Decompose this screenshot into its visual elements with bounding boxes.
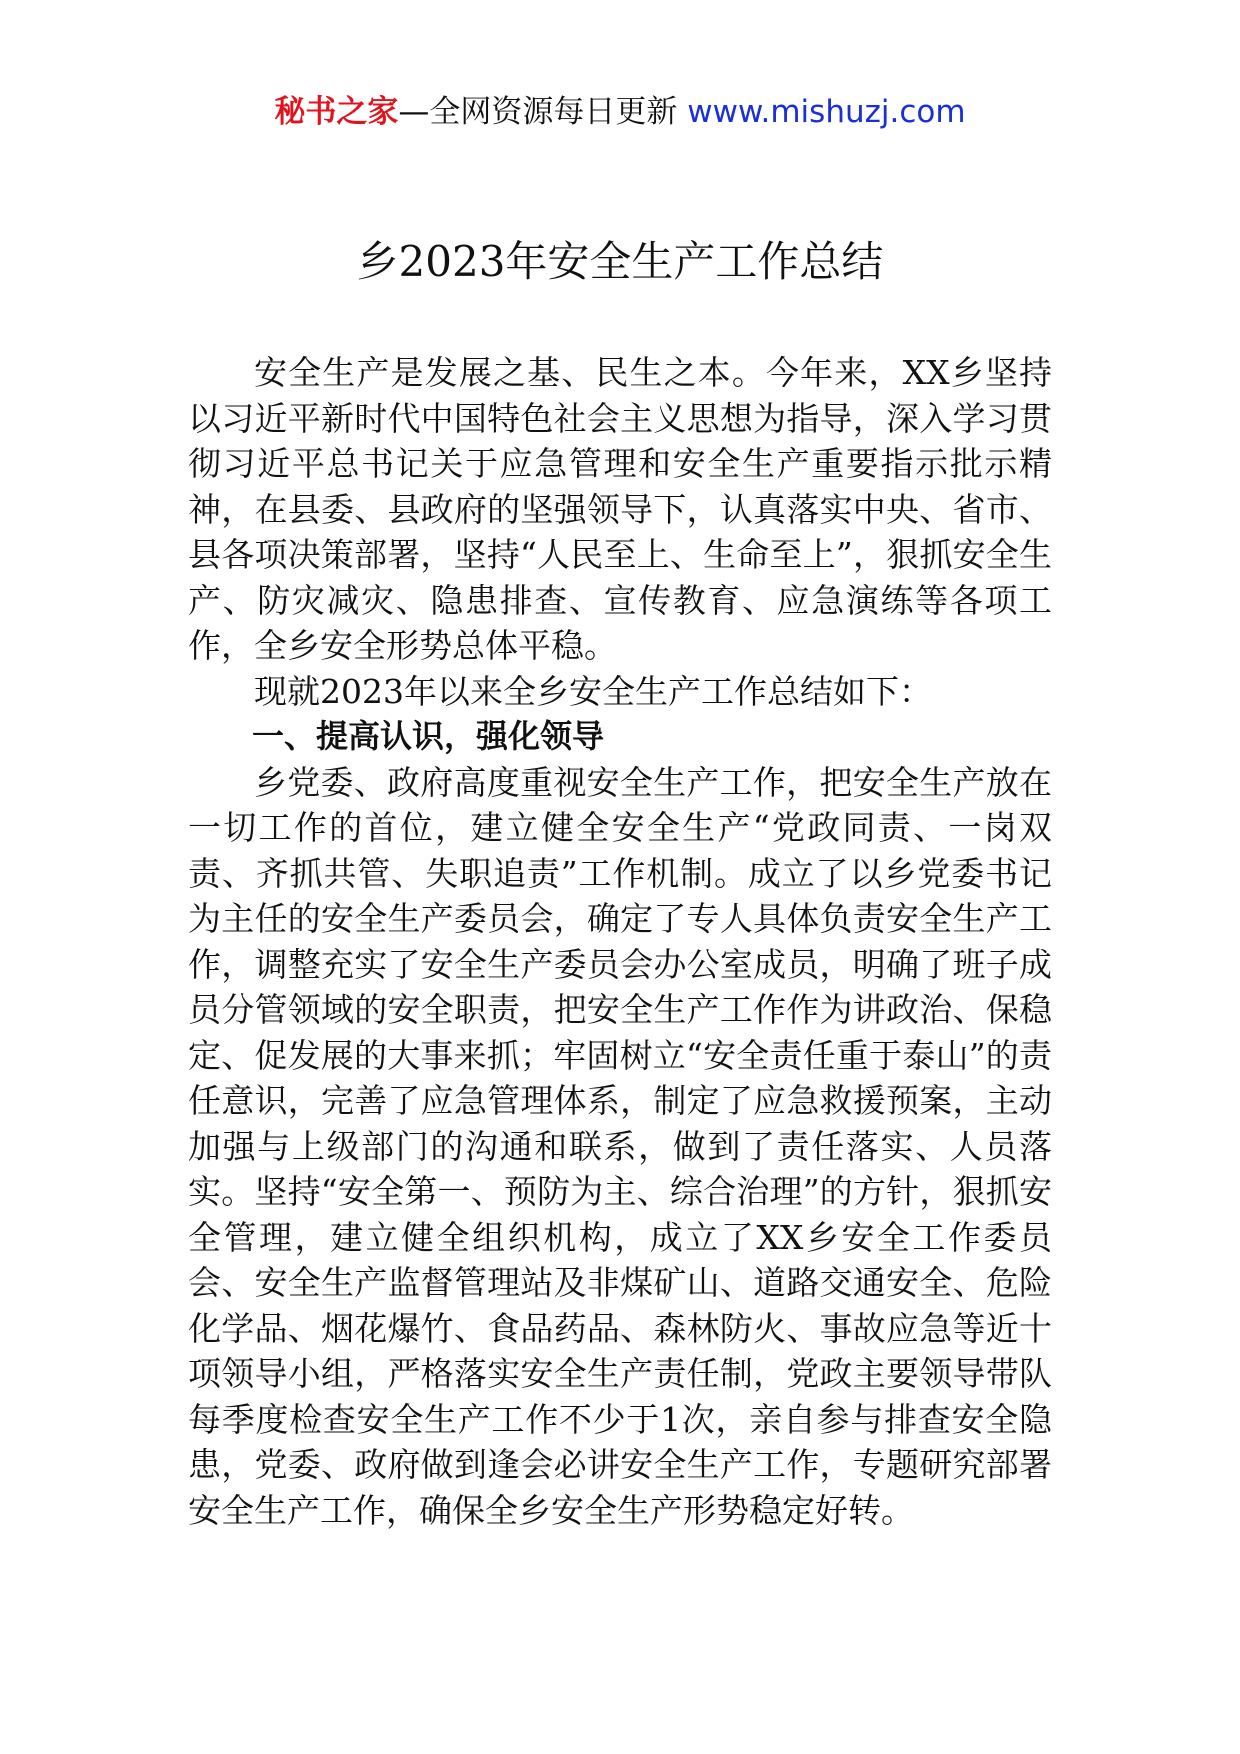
document-body	[188, 350, 1052, 1533]
intro-paragraph: 安全生产是发展之基、民生之本。今年来，XX乡坚持以习近平新时代中国特色社会主义思想为指导，深入学习贯彻习近平总书记关于应急管理和安全生产重要指示批示精神，在县委、县政府的坚强领导下，认真落实中央、省市、县各项决策部署，坚持“人民至上、生命至上”，狠抓安全生产、防灾减灾、隐患排查、宣传教育、应急演练等各项工作，全乡安全形势总体平稳。	[188, 353, 1052, 665]
section-heading: 一、提高认识，强化领导	[252, 717, 605, 755]
site-header	[0, 92, 1240, 132]
summary-lead-paragraph: 现就2023年以来全乡安全生产工作总结如下：	[254, 671, 932, 711]
site-brand: 秘书之家	[274, 94, 399, 130]
site-url-link[interactable]: www.mishuzj.com	[687, 94, 966, 130]
site-tagline: —全网资源每日更新	[398, 94, 678, 130]
document-title: 乡2023年安全生产工作总结	[356, 237, 884, 286]
section-body-paragraph: 乡党委、政府高度重视安全生产工作，把安全生产放在一切工作的首位，建立健全安全生产“党政同责、一岗双责、齐抓共管、失职追责”工作机制。成立了以乡党委书记为主任的安全生产委员会，确定了专人具体负责安全生产工作，调整充实了安全生产委员会办公室成员，明确了班子成员分管领域的安全职责，把安全生产工作作为讲政治、保稳定、促发展的大事来抓；牢固树立“安全责任重于泰山”的责任意识，完善了应急管理体系，制定了应急救援预案，主动加强与上级部门的沟通和联系，做到了责任落实、人员落实。坚持“安全第一、预防为主、综合治理”的方针，狠抓安全管理，建立健全组织机构，成立了XX乡安全工作委员会、安全生产监督管理站及非煤矿山、道路交通安全、危险化学品、烟花爆竹、食品药品、森林防火、事故应急等近十项领导小组，严格落实安全生产责任制，党政主要领导带队每季度检查安全生产工作不少于1次，亲自参与排查安全隐患，党委、政府做到逢会必讲安全生产工作，专题研究部署安全生产工作，确保全乡安全生产形势稳定好转。	[188, 762, 1052, 1530]
